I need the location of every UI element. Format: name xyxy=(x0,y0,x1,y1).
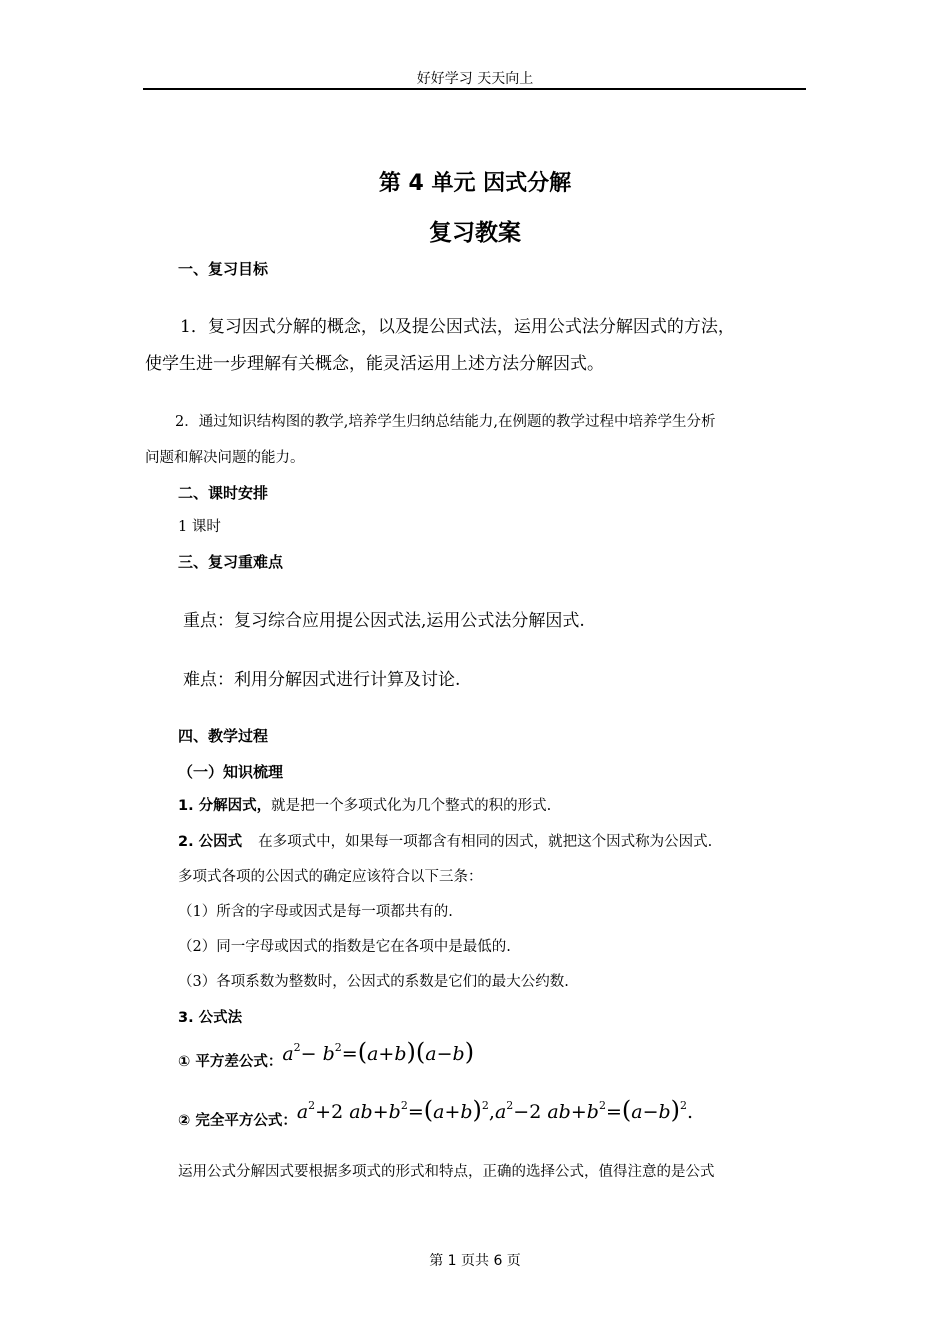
section-heading-1: 一、复习目标 xyxy=(178,260,269,278)
item-1-text: 就是把一个多项式化为几个整式的积的形式. xyxy=(271,798,552,814)
formula-1 xyxy=(178,1038,475,1070)
page-footer: 第 1 页共 6 页 xyxy=(429,1253,521,1269)
item-1 xyxy=(178,794,551,815)
item-2-label: 2. 公因式 xyxy=(178,834,243,850)
formula-2-label: ② 完全平方公式： xyxy=(178,1113,297,1129)
item-3-label: 3. 公式法 xyxy=(178,1010,243,1026)
rule-2: （2）同一字母或因式的指数是它在各项中是最低的. xyxy=(178,939,511,955)
subsection-heading: （一）知识梳理 xyxy=(178,763,284,781)
page-header: 好好学习 天天向上 xyxy=(416,71,534,87)
item-2-note: 多项式各项的公因式的确定应该符合以下三条： xyxy=(178,869,483,885)
goal-1-line-2: 使学生进一步理解有关概念，能灵活运用上述方法分解因式。 xyxy=(145,354,604,374)
item-1-label: 1. 分解因式， xyxy=(178,798,272,814)
goal-1-line-1: 1．复习因式分解的概念，以及提公因式法，运用公式法分解因式的方法， xyxy=(180,317,735,337)
schedule-text: 1 课时 xyxy=(178,519,221,535)
formula-2 xyxy=(178,1096,694,1129)
doc-title: 第 4 单元 因式分解 xyxy=(378,171,572,196)
section-heading-4: 四、教学过程 xyxy=(178,727,269,745)
formula-1-label: ① 平方差公式： xyxy=(178,1054,283,1070)
item-2 xyxy=(178,830,712,851)
key-point-text: 重点：复习综合应用提公因式法,运用公式法分解因式. xyxy=(183,611,585,631)
section-heading-3: 三、复习重难点 xyxy=(178,553,284,571)
goal-2-line-1: 2．通过知识结构图的教学,培养学生归纳总结能力,在例题的教学过程中培养学生分析 xyxy=(175,414,716,430)
rule-3: （3）各项系数为整数时，公因式的系数是它们的最大公约数. xyxy=(178,974,569,990)
doc-subtitle: 复习教案 xyxy=(429,220,521,246)
section-heading-2: 二、课时安排 xyxy=(178,484,269,502)
goal-2-line-2: 问题和解决问题的能力。 xyxy=(145,450,305,466)
difference-of-squares-formula: $a^2- b^2=(a+b)(a-b)$ xyxy=(282,1038,475,1066)
closing-line: 运用公式分解因式要根据多项式的形式和特点，正确的选择公式，值得注意的是公式 xyxy=(178,1164,715,1180)
perfect-square-formula: $a^2+2$ $ab+b^2=(a+b)^2,a^2-2$ $ab+b^2=(a-b)^2$. xyxy=(296,1096,694,1124)
difficulty-text: 难点：利用分解因式进行计算及讨论. xyxy=(183,670,461,690)
header-rule xyxy=(143,88,806,90)
item-2-text: 在多项式中，如果每一项都含有相同的因式，就把这个因式称为公因式. xyxy=(258,834,713,850)
rule-1: （1）所含的字母或因式是每一项都共有的. xyxy=(178,904,453,920)
